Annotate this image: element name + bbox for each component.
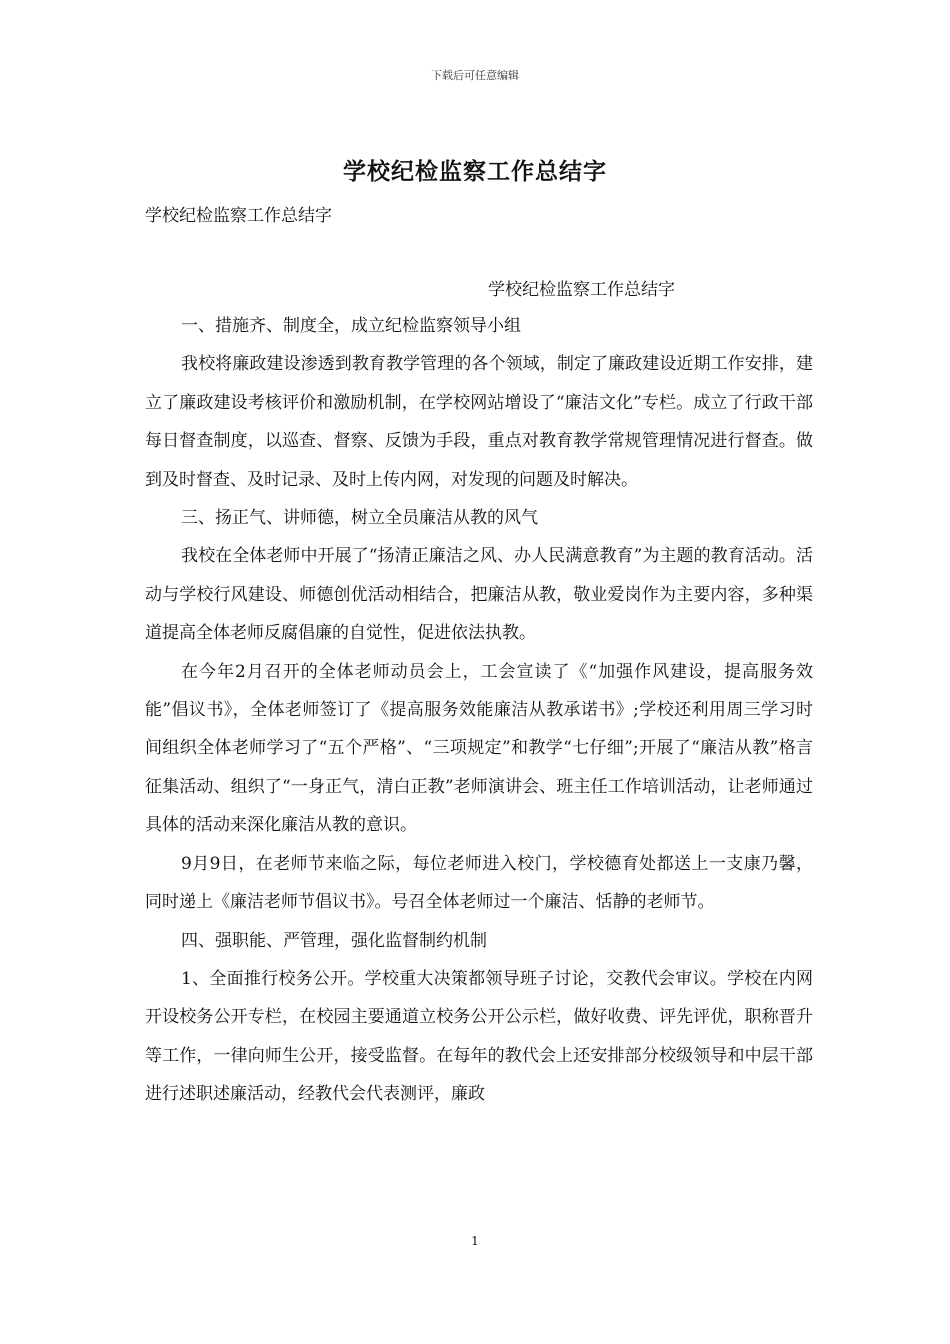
- section-heading-centered: 学校纪检监察工作总结字: [488, 280, 675, 300]
- section-heading-3: 三、扬正气、讲师德，树立全员廉洁从教的风气: [181, 508, 538, 529]
- body-paragraph: 在今年2月召开的全体老师动员会上，工会宣读了《“加强作风建设，提高服务效能”倡议书》，全体老师签订了《提高服务效能廉洁从教承诺书》;学校还利用周三学习时间组织全体老师学习了“五个严格”、“三项规定”和教学“七仔细”;开展了“廉洁从教”格言征集活动、组织了“一身正气，清白正教”老师演讲会、班主任工作培训活动，让老师通过具体的活动来深化廉洁从教的意识。: [145, 661, 813, 836]
- body-paragraph: 9月9日，在老师节来临之际，每位老师进入校门，学校德育处都送上一支康乃馨，同时递上《廉洁老师节倡议书》。号召全体老师过一个廉洁、恬静的老师节。: [145, 853, 813, 913]
- page-number: 1: [471, 1234, 479, 1248]
- body-paragraph: 我校在全体老师中开展了“扬清正廉洁之风、办人民满意教育”为主题的教育活动。活动与学校行风建设、师德创优活动相结合，把廉洁从教，敬业爱岗作为主要内容，多种渠道提高全体老师反腐倡廉的自觉性，促进依法执教。: [145, 546, 813, 644]
- document-title: 学校纪检监察工作总结字: [343, 158, 607, 185]
- section-heading-1: 一、措施齐、制度全，成立纪检监察领导小组: [181, 316, 521, 336]
- body-paragraph: 我校将廉政建设渗透到教育教学管理的各个领域，制定了廉政建设近期工作安排，建立了廉政建设考核评价和激励机制，在学校网站增设了“廉洁文化”专栏。成立了行政干部每日督查制度，以巡查、督察、反馈为手段，重点对教育教学常规管理情况进行督查。做到及时督查、及时记录、及时上传内网，对发现的问题及时解决。: [145, 354, 813, 490]
- page-header-note: 下载后可任意编辑: [431, 69, 519, 82]
- section-heading-4: 四、强职能、严管理，强化监督制约机制: [181, 930, 487, 951]
- document-body: [145, 307, 813, 1114]
- document-subtitle: 学校纪检监察工作总结字: [145, 206, 332, 226]
- body-paragraph: 1、全面推行校务公开。学校重大决策都领导班子讨论，交教代会审议。学校在内网开设校务公开专栏，在校园主要通道立校务公开公示栏，做好收费、评先评优，职称晋升等工作，一律向师生公开，接受监督。在每年的教代会上还安排部分校级领导和中层干部进行述职述廉活动，经教代会代表测评，廉政: [145, 968, 813, 1105]
